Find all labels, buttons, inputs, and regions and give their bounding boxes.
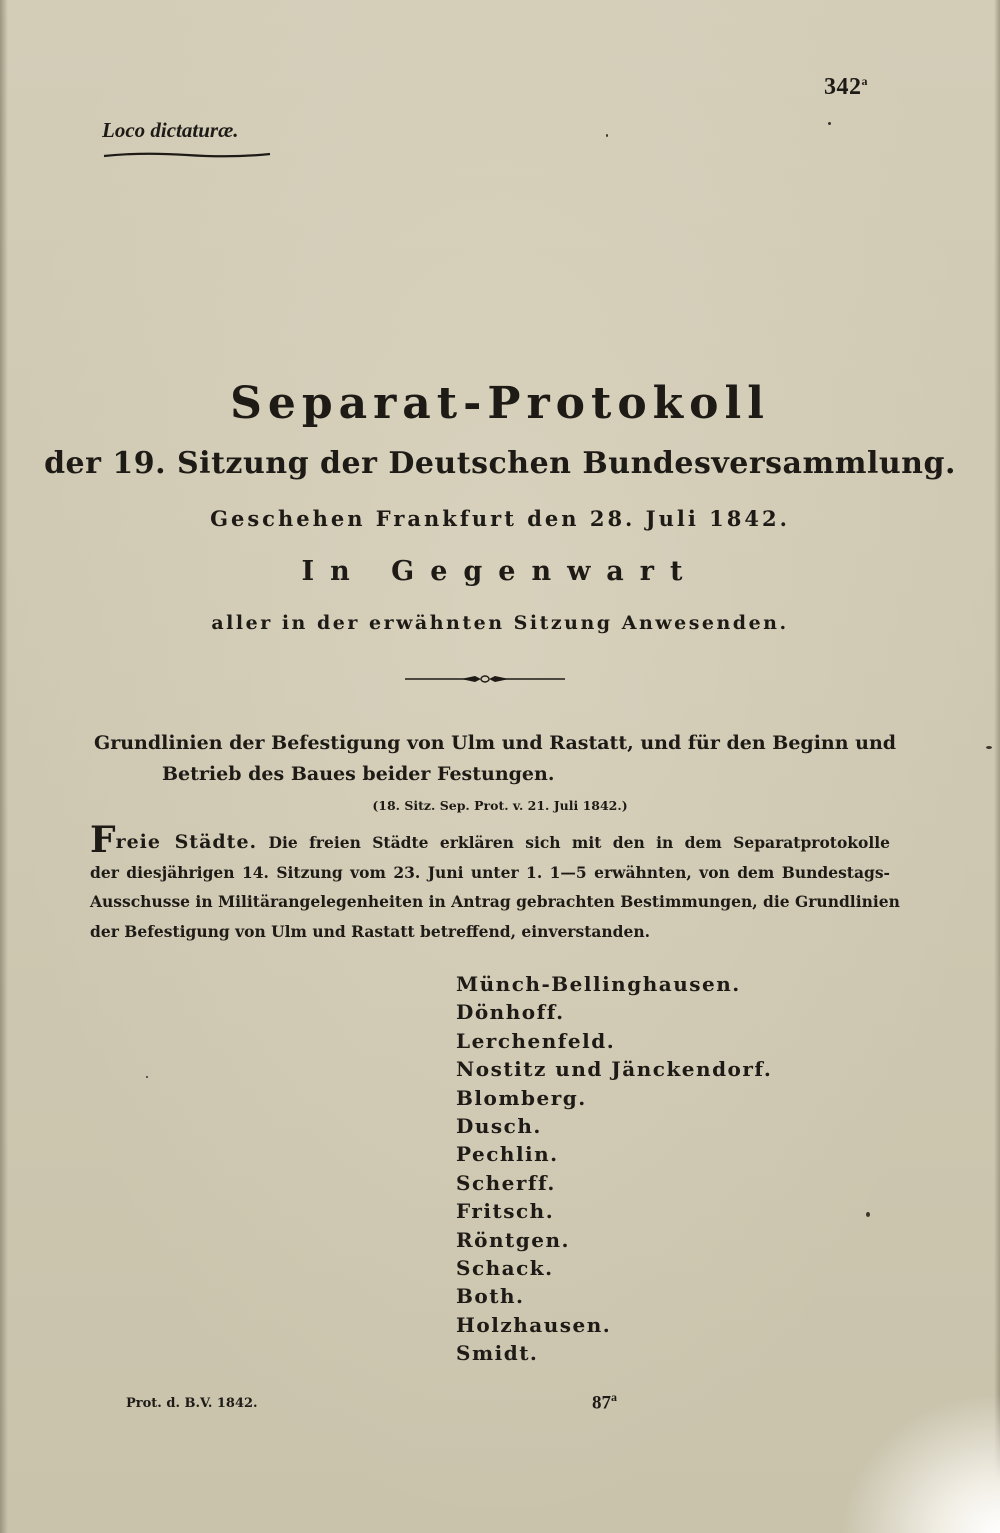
- paper-speck: [986, 746, 992, 749]
- subject-line: Grundlinien der Befestigung von Ulm und Rastatt, und für den Beginn und: [94, 732, 897, 754]
- body-line: der Befestigung von Ulm und Rastatt betreffend, einverstanden.: [90, 921, 651, 941]
- signature: Nostitz und Jänckendorf.: [456, 1057, 773, 1082]
- signature: Röntgen.: [456, 1227, 570, 1252]
- signature: Smidt.: [456, 1341, 539, 1366]
- signature: Both.: [456, 1284, 525, 1309]
- section-ornament: [405, 672, 565, 686]
- signature: Dönhoff.: [456, 1000, 565, 1025]
- paper-speck: [828, 122, 831, 125]
- page-corner-highlight: [840, 1393, 1000, 1533]
- document-title: Separat-Protokoll: [230, 378, 770, 429]
- subject-line: Betrieb des Baues beider Festungen.: [162, 763, 555, 785]
- signature: Schack.: [456, 1256, 554, 1281]
- signature: Scherff.: [456, 1170, 556, 1195]
- date-line: Geschehen Frankfurt den 28. Juli 1842.: [210, 506, 790, 531]
- paper-speck: [606, 134, 608, 137]
- body-line: [90, 819, 891, 861]
- signature: Fritsch.: [456, 1199, 555, 1224]
- signature: Münch-Bellinghausen.: [456, 972, 741, 996]
- document-subtitle: der 19. Sitzung der Deutschen Bundesversammlung.: [44, 446, 956, 481]
- signature: Pechlin.: [456, 1142, 559, 1167]
- paper-speck: [146, 1076, 148, 1078]
- signature: Dusch.: [456, 1114, 542, 1139]
- subject-heading: [94, 728, 904, 790]
- page-edge-right: [994, 0, 1000, 1533]
- margin-note: Loco dictaturæ.: [102, 118, 239, 142]
- body-line-text: Die freien Städte erklären sich mit den in dem Separatprotokolle: [268, 833, 891, 852]
- body-line: der diesjährigen 14. Sitzung vom 23. Juni unter 1. 1—5 erwähnten, von dem Bundestags-: [90, 862, 890, 882]
- footer-page-number: 87$^a$: [592, 1390, 617, 1414]
- body-paragraph: [90, 819, 900, 946]
- footer-reference: Prot. d. B.V. 1842.: [126, 1396, 258, 1411]
- paper-speck: [866, 1212, 870, 1217]
- body-line: Ausschusse in Militärangelegenheiten in Antrag gebrachten Bestimmungen, die Grundlinien: [90, 892, 900, 911]
- page-number: 342$^a$: [824, 74, 868, 100]
- drop-cap: F: [90, 819, 116, 861]
- signature: Lerchenfeld.: [456, 1028, 616, 1053]
- protocol-reference: (18. Sitz. Sep. Prot. v. 21. Juli 1842.): [372, 798, 628, 813]
- attendees-line: aller in der erwähnten Sitzung Anwesenden.: [211, 612, 789, 634]
- page-edge-left: [0, 0, 8, 1533]
- signature: Holzhausen.: [456, 1312, 612, 1337]
- signature-list: [456, 970, 772, 1368]
- lead-words: reie Städte.: [115, 831, 258, 853]
- margin-note-flourish: [102, 150, 272, 160]
- presence-heading: In Gegenwart: [301, 556, 699, 587]
- signature: Blomberg.: [456, 1085, 587, 1110]
